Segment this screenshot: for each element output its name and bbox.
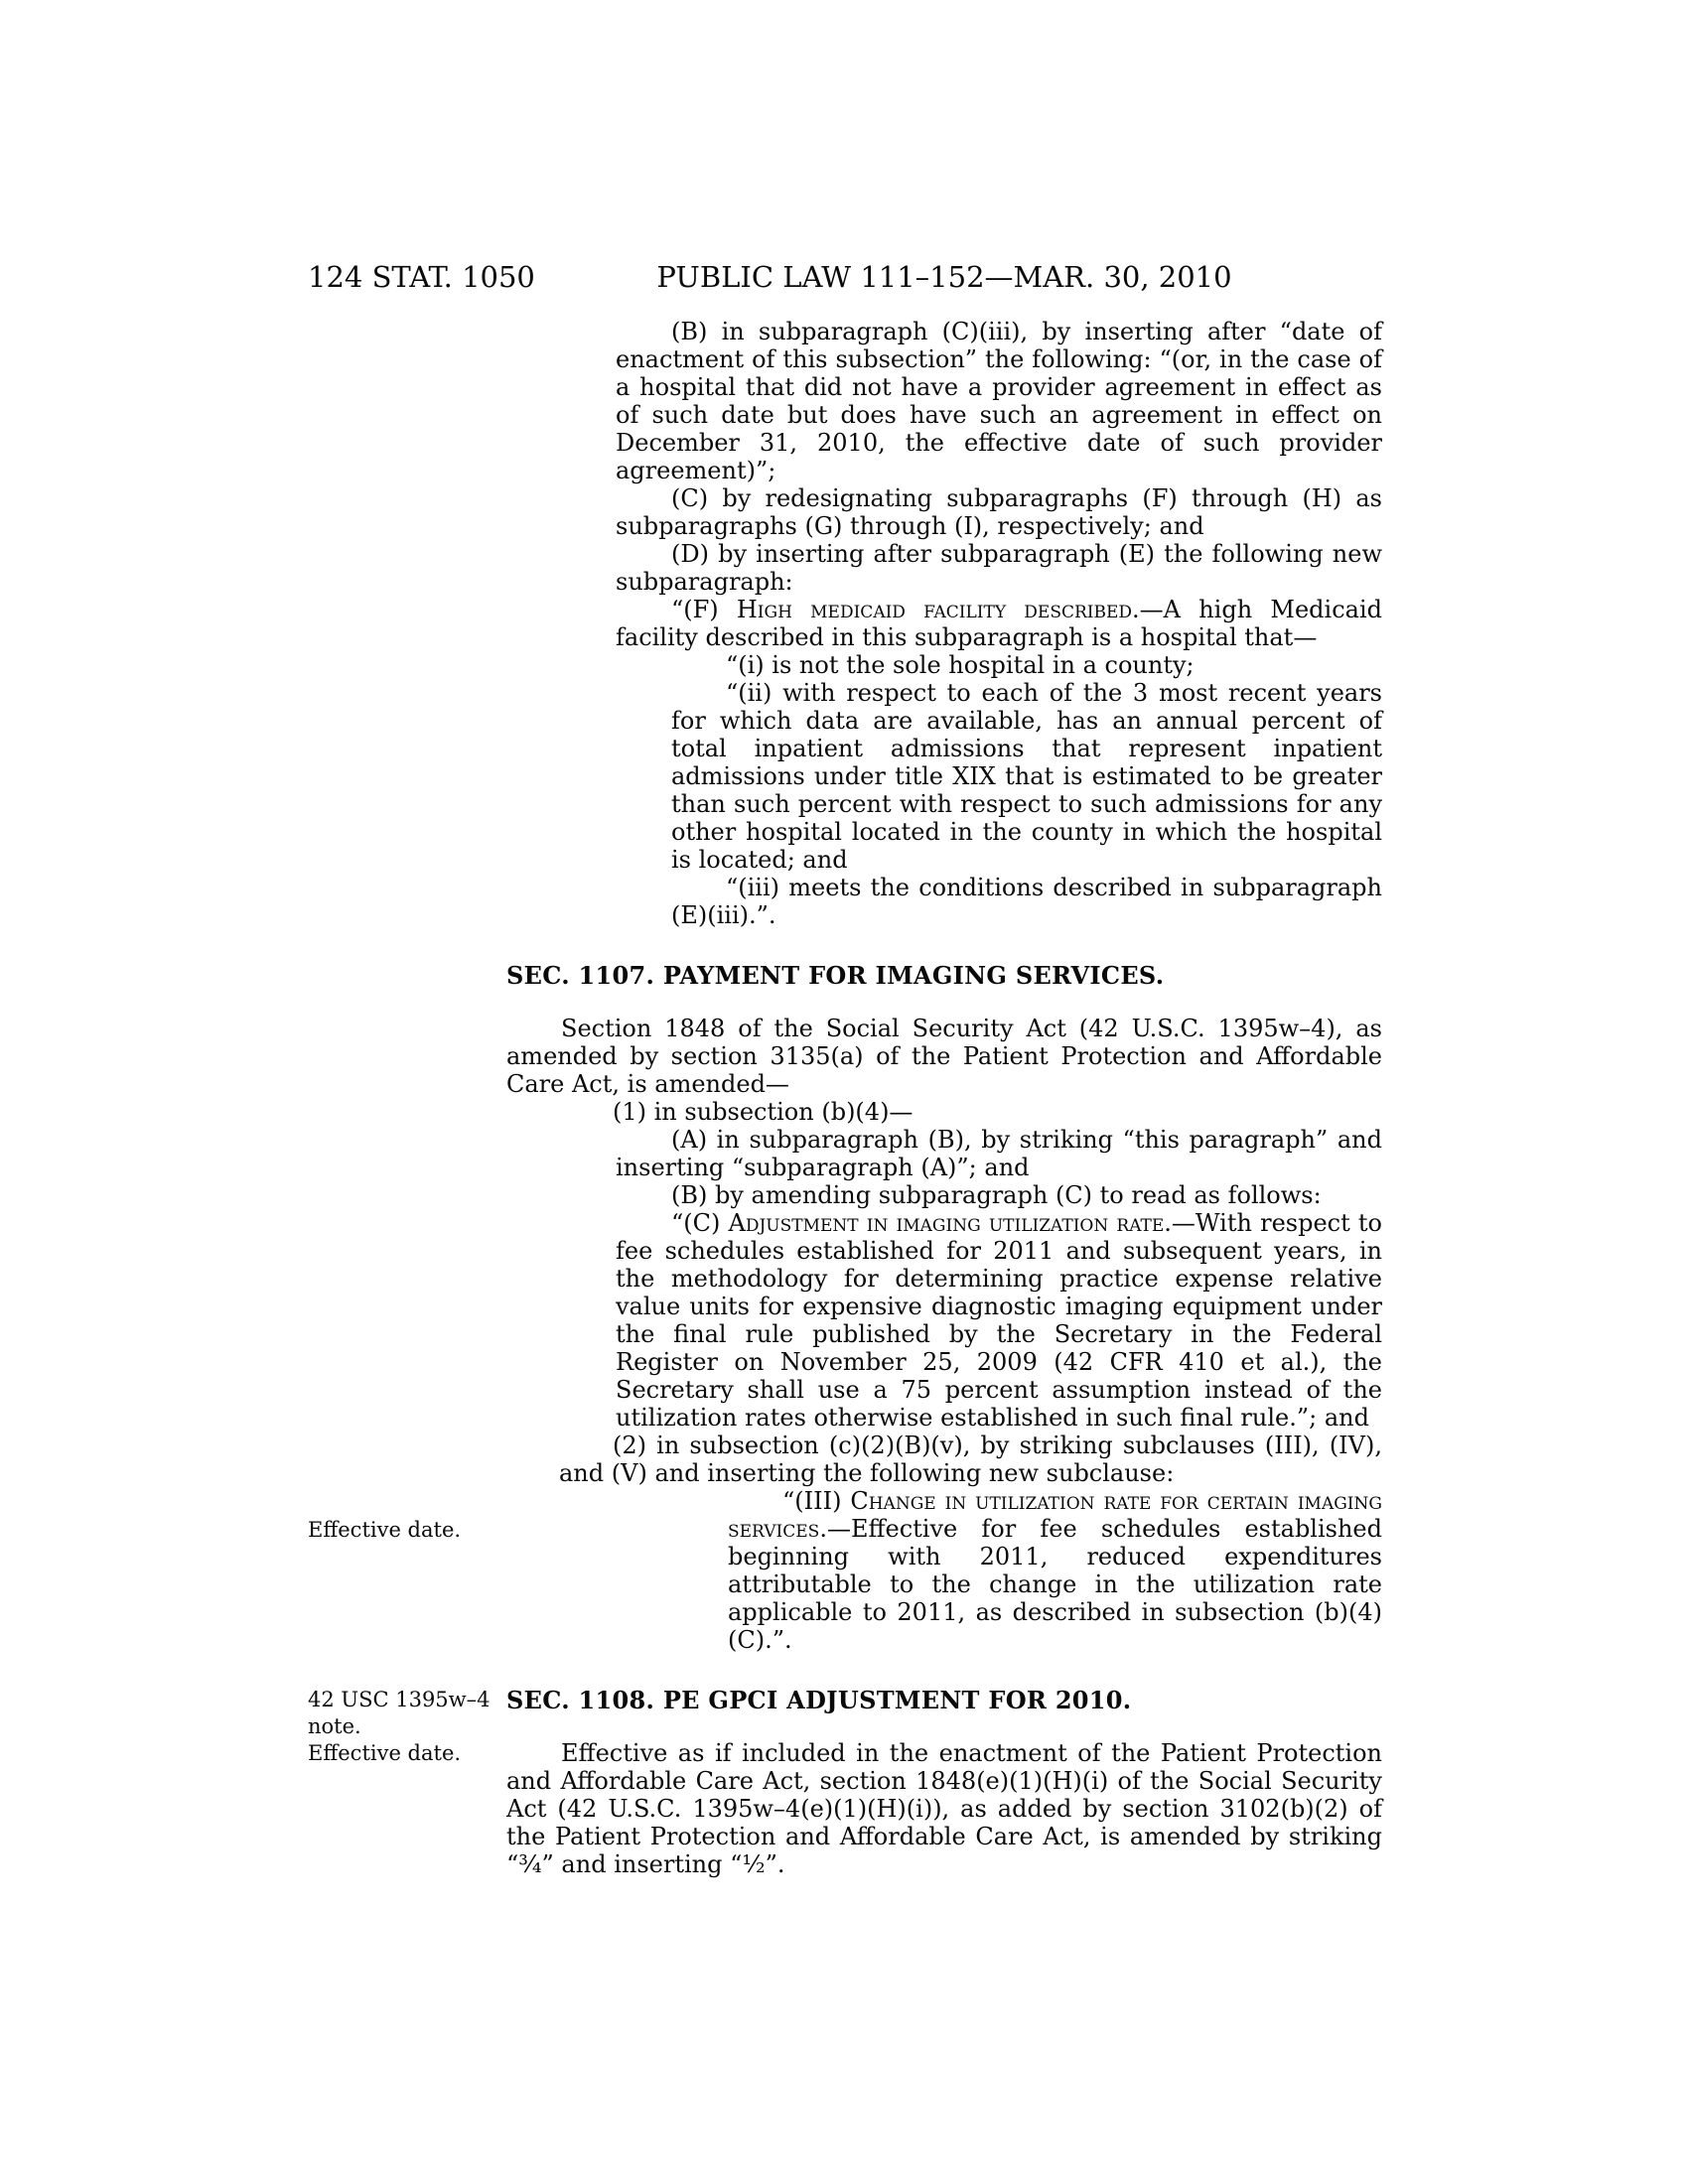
para-1107-1: (1) in subsection (b)(4)— (613, 1098, 914, 1126)
margin-note-usc-citation (308, 1687, 496, 1767)
para-1106-f-post: .—A high Medicaid facility described in this subparagraph is a hospital that— (616, 596, 1382, 651)
para-1106-d: (D) by inserting after subparagraph (E) the following new subparagraph: (616, 540, 1382, 596)
clause-1106-ii: “(ii) with respect to each of the 3 most recent years for which data are available, has an annual percent of total inpatient admissions that represent inpatient admissions under title XIX that is estimated to be greater than such percent with respect to such admissions for any other hospital located in the county in which the hospital is located; and (671, 679, 1382, 874)
sec-1107-heading: SEC. 1107. PAYMENT FOR IMAGING SERVICES. (506, 961, 1165, 990)
para-1106-f-pre: “(F) (671, 596, 737, 623)
para-1107-1c-post: .—With respect to fee schedules established for 2011 and subsequent years, in the methodology for determining practice expense relative value units for expensive diagnostic imaging equipment under the final rule published by the Secretary in the Federal Register on November 25, 2009 (42 CFR 410 et al.), the Secretary shall use a 75 percent assumption instead of the utilization rates otherwise established in such final rule.”; and (616, 1209, 1382, 1432)
para-1107-2iii-smallcaps: Change in utilization rate for certain imaging services (728, 1487, 1382, 1543)
para-1106-b: (B) in subparagraph (C)(iii), by inserting after “date of enactment of this subsection” the following: “(or, in the case of a hospital that did not have a provider agreement in effect as of such date but does have such an agreement in effect on December 31, 2010, the effective date of such provider agreement)”; (616, 318, 1382, 484)
para-1107-2: (2) in subsection (c)(2)(B)(v), by striking subclauses (III), (IV), and (V) and inserting the following new subclause: (559, 1432, 1382, 1487)
para-1108-body: Effective as if included in the enactment of the Patient Protection and Affordable Care Act, section 1848(e)(1)(H)(i) of the Social Security Act (42 U.S.C. 1395w–4(e)(1)(H)(i)), as added by section 3102(b)(2) of the Patient Protection and Affordable Care Act, is amended by striking “¾” and inserting “½”. (506, 1739, 1382, 1878)
margin-note-effective-date-2: Effective date. (308, 1741, 462, 1765)
para-1107-1c-smallcaps: Adjustment in imaging utilization rate (728, 1209, 1165, 1237)
usc-note-line-1: 42 USC 1395w–4 (308, 1688, 491, 1711)
para-1107-intro: Section 1848 of the Social Security Act (42 U.S.C. 1395w–4), as amended by section 3135(a) of the Patient Protection and Affordable Care Act, is amended— (506, 1015, 1382, 1098)
usc-note-line-2: note. (308, 1714, 361, 1738)
para-1107-1a: (A) in subparagraph (B), by striking “this paragraph” and inserting “subparagraph (A)”; and (616, 1126, 1382, 1181)
statute-text-column (308, 318, 1382, 1878)
clause-1106-iii: “(iii) meets the conditions described in subparagraph (E)(iii).”. (671, 874, 1382, 929)
para-1106-f (616, 596, 1382, 651)
para-1107-2iii-post: .—Effective for fee schedules established beginning with 2011, reduced expenditures attributable to the change in the utilization rate applicable to 2011, as described in subsection (b)(4)(C).”. (728, 1515, 1382, 1654)
para-1106-f-smallcaps: High medicaid facility described (736, 596, 1133, 623)
para-1107-2iii (308, 1487, 1382, 1654)
sec-1107-heading-wrap (506, 961, 1382, 991)
sec-1108-heading-wrap (308, 1686, 1382, 1765)
para-1106-c: (C) by redesignating subparagraphs (F) through (H) as subparagraphs (G) through (I), respectively; and (616, 484, 1382, 540)
public-law-title: PUBLIC LAW 111–152—MAR. 30, 2010 (656, 260, 1232, 294)
sec-1108-heading: SEC. 1108. PE GPCI ADJUSTMENT FOR 2010. (506, 1686, 1132, 1714)
stat-page-number: 124 STAT. 1050 (308, 260, 535, 294)
para-1107-1b: (B) by amending subparagraph (C) to read as follows: (671, 1181, 1322, 1209)
para-1107-2iii-pre: “(III) (782, 1487, 851, 1515)
running-head (0, 260, 1688, 300)
para-1107-1c-pre: “(C) (671, 1209, 729, 1237)
para-1107-1c (616, 1209, 1382, 1432)
margin-note-effective-date: Effective date. (308, 1518, 462, 1542)
clause-1106-i: “(i) is not the sole hospital in a county; (726, 651, 1195, 679)
